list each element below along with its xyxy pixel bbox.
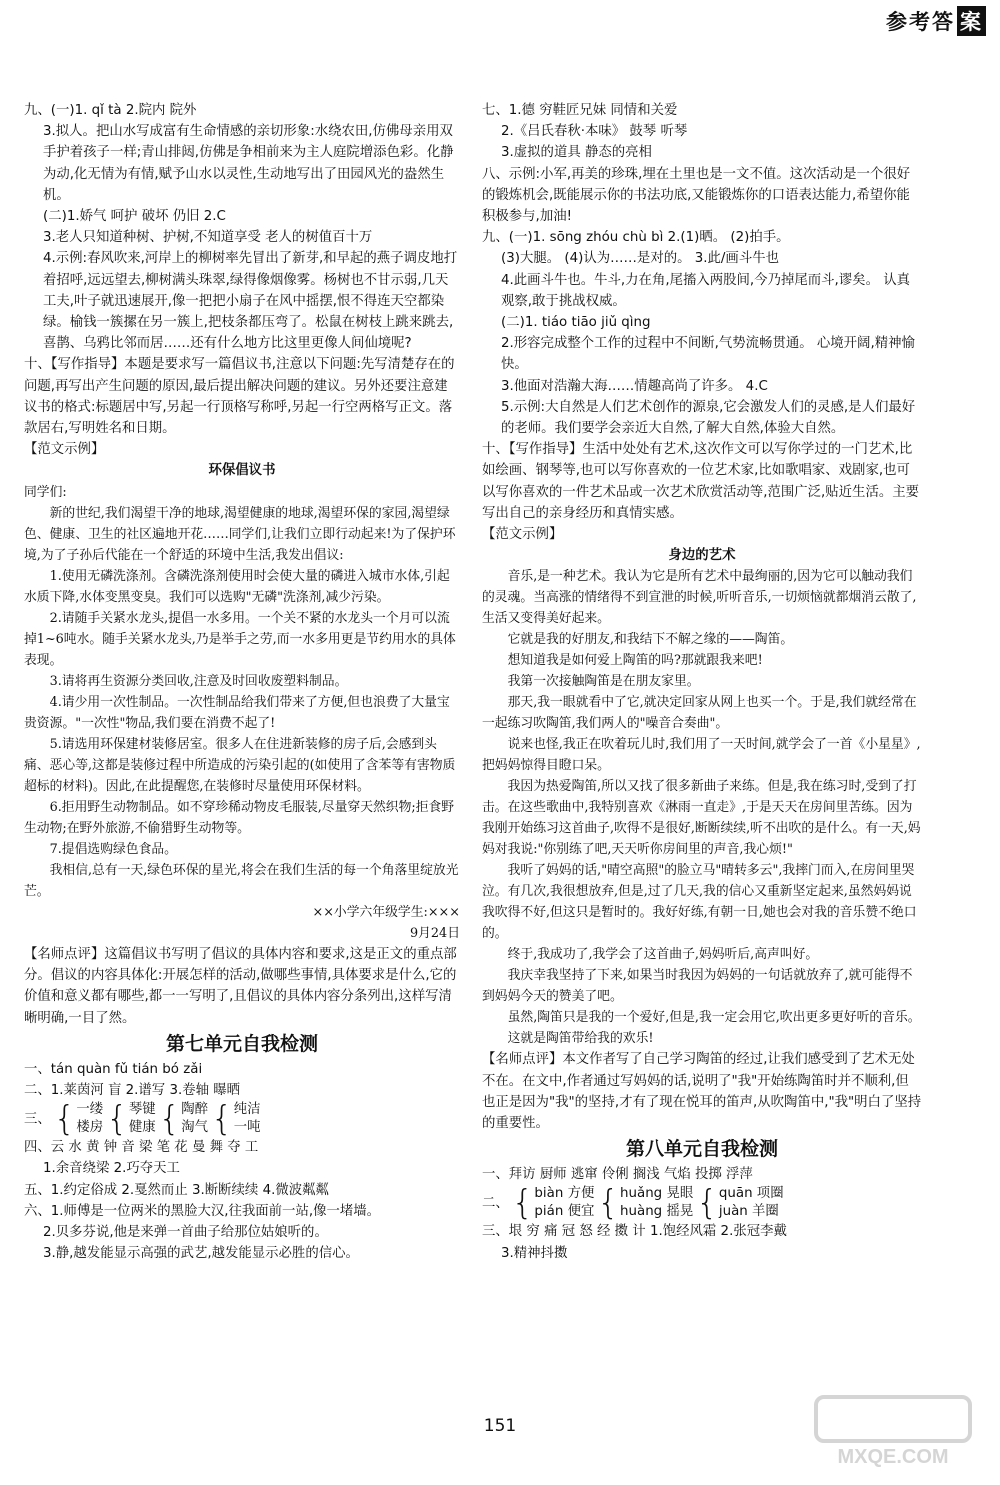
answer-9-2-5: 5.示例:大自然是人们艺术创作的源泉,它会激发人们的灵感,是人们最好的老师。我们要学会亲近大自然,了解大自然,体验大自然。	[501, 399, 916, 437]
brace-icon: {	[211, 1099, 233, 1140]
teacher-comment: 【名师点评】这篇倡议书写明了倡议的具体内容和要求,这是正文的重点部分。倡议的内容具体化:开展怎样的活动,做哪些事情,具体要求是什么,它的价值和意义都有哪些,都一一写明了,且倡议的具体内容分条列出,这样写清晰明确,一目了然。	[24, 947, 457, 1026]
writing-guide-10: 十、【写作指导】本题是要求写一篇倡议书,注意以下问题:先写清楚存在的问题,再写出产生问题的原因,最后提出解决问题的建议。另外还要注意建议书的格式:标题居中写,另起一行顶格写称呼,另起一行空两格写正文。落款居右,写明姓名和日期。	[24, 357, 455, 437]
unit7-q2: 二、1.莱茵河 盲 2.谱写 3.卷轴 曝晒	[24, 1083, 241, 1099]
brace-icon: {	[158, 1099, 181, 1140]
answer-7-3: 3.虚拟的道具 静态的亮相	[501, 145, 652, 161]
word: quān 项圈	[718, 1186, 784, 1202]
essay-paragraph: 3.请将再生资源分类回收,注意及时回收废塑料制品。	[49, 673, 348, 689]
answer-9-2-4: 4.示例:春风吹来,河岸上的柳树率先冒出了新芽,和早起的燕子调皮地打着招呼,远远望去,柳树满头珠翠,绿得像烟像雾。杨树也不甘示弱,几天工夫,叶子就迅速展开,像一把把小扇子在风中摇摆,恨不得连天空都染绿。榆钱一簇摞在另一簇上,把枝条都压弯了。松鼠在树枝上跳来跳去,喜鹊、乌鸦比邻而居……还有什么地方比这里更像人间仙境呢?	[43, 251, 458, 352]
unit7-q6-2: 2.贝多芬说,他是来弹一首曲子给那位姑娘听的。	[43, 1225, 328, 1241]
essay-title: 身边的艺术	[668, 548, 736, 564]
word: 健康	[128, 1120, 156, 1136]
word: pián 便宜	[534, 1204, 595, 1220]
unit7-q3	[24, 1099, 460, 1140]
watermark-logo	[812, 1393, 974, 1469]
writing-guide-10: 十、【写作指导】生活中处处有艺术,这次作文可以写你学过的一门艺术,比如绘画、钢琴等,也可以写你喜欢的一位艺术家,比如歌唱家、戏剧家,也可以写你喜欢的一件艺术品或一次艺术欣赏活动等,范围广泛,贴近生活。主要写出自己的亲身经历和真情实感。	[482, 442, 920, 521]
answer-9-2-3: 3.他面对浩瀚大海……情趣高尚了许多。 4.C	[501, 378, 768, 394]
essay-paragraph: 它就是我的好朋友,和我结下不解之缘的——陶笛。	[507, 632, 794, 648]
word: juàn 羊圈	[718, 1204, 779, 1220]
brace-icon: {	[511, 1183, 534, 1224]
answer-9-4: 4.此画斗牛也。牛斗,力在角,尾搐入两股间,今乃掉尾而斗,谬矣。 认真观察,敢于挑战权威。	[501, 272, 910, 309]
essay-paragraph: 4.请少用一次性制品。一次性制品给我们带来了方便,但也浪费了大量宝贵资源。"一次性"物品,我们要在消费不起了!	[24, 694, 450, 731]
answer-7-1: 七、1.德 穷鞋匠兄妹 同情和关爱	[482, 103, 678, 118]
essay-paragraph: 那天,我一眼就看中了它,就决定回家从网上也买一个。于是,我们就经常在一起练习吹陶笛,我们两人的"噪音合奏曲"。	[482, 695, 917, 732]
essay-paragraph: 我第一次接触陶笛是在朋友家里。	[507, 674, 700, 690]
unit7-q4: 四、云 水 黄 钟 音 梁 笔 花 曼 舞 夺 工	[24, 1140, 259, 1156]
essay-paragraph: 我相信,总有一天,绿色环保的星光,将会在我们生活的每一个角落里绽放光芒。	[24, 862, 459, 899]
essay-paragraph: 想知道我是如何爱上陶笛的吗?那就跟我来吧!	[507, 653, 763, 669]
essay-paragraph: 说来也怪,我正在吹着玩儿时,我们用了一天时间,就学会了一首《小星星》,把妈妈惊得目瞪口呆。	[482, 737, 921, 774]
essay-paragraph: 我庆幸我坚持了下来,如果当时我因为妈妈的一句话就放弃了,就可能得不到妈妈今天的赞美了吧。	[482, 968, 913, 1005]
word: 琴键	[128, 1102, 156, 1118]
unit7-heading: 第七单元自我检测	[165, 1032, 318, 1055]
header-prefix: 参考答	[886, 10, 955, 34]
word: 楼房	[76, 1120, 104, 1136]
essay-paragraph: 终于,我成功了,我学会了这首曲子,妈妈听后,高声叫好。	[507, 947, 819, 963]
word: biàn 方便	[534, 1186, 595, 1202]
word: 一吨	[233, 1120, 261, 1136]
unit8-q3b: 3.精神抖擞	[501, 1245, 568, 1261]
unit7-q5: 五、1.约定俗成 2.戛然而止 3.断断续续 4.微波粼粼	[24, 1182, 329, 1198]
essay-paragraph: 音乐,是一种艺术。我认为它是所有艺术中最绚丽的,因为它可以触动我们的灵魂。当高涨的情绪得不到宣泄的时候,听听音乐,一切烦恼就都烟消云散了,生活又变得美好起来。	[482, 569, 917, 627]
essay-paragraph: 1.使用无磷洗涤剂。含磷洗涤剂使用时会使大量的磷进入城市水体,引起水质下降,水体变黑变臭。我们可以选购"无磷"洗涤剂,减少污染。	[24, 568, 450, 605]
essay-paragraph: 5.请选用环保建材装修居室。很多人在住进新装修的房子后,会感到头痛、恶心等,这都是装修过程中所造成的污染引起的(如使用了含苯等有害物质超标的材料)。因此,在此提醒您,在装修时尽量使用环保材料。	[24, 736, 456, 794]
answer-9-1: 九、(一)1. qǐ tà 2.院内 院外	[24, 103, 197, 118]
answer-9-1b: (3)大腿。 (4)认为……是对的。 3.此/画斗牛也	[501, 251, 779, 267]
essay-paragraph: 虽然,陶笛只是我的一个爱好,但是,我一定会用它,吹出更多更好听的音乐。	[507, 1010, 921, 1026]
essay-paragraph: 这就是陶笛带给我的欢乐!	[507, 1031, 654, 1047]
unit7-q4-answer: 1.余音绕梁 2.巧夺天工	[43, 1161, 180, 1177]
brace-icon: {	[106, 1099, 128, 1140]
answer-9-1: 九、(一)1. sōng zhóu chù bì 2.(1)晒。 (2)拍手。	[482, 230, 790, 246]
answer-9-2-2: 2.形容完成整个工作的过程中不间断,气势流畅贯通。 心境开阔,精神愉快。	[501, 336, 915, 373]
essay-signature: ××小学六年级学生:×××	[312, 904, 460, 920]
essay-title: 环保倡议书	[208, 463, 276, 479]
unit7-q6-1: 六、1.师傅是一位两米的黑脸大汉,往我面前一站,像一堵墙。	[24, 1203, 381, 1219]
sample-label: 【范文示例】	[482, 527, 563, 543]
word: huǎng 晃眼	[620, 1186, 694, 1202]
essay-paragraph: 我因为热爱陶笛,所以又找了很多新曲子来练。但是,我在练习时,受到了打击。在这些歌曲中,我特别喜欢《淋雨一直走》,于是天天在房间里苦练。因为我刚开始练习这首曲子,吹得不是很好,断断续续,听不出吹的是什么。有一天,妈妈对我说:"你别练了吧,天天听你房间里的声音,我心烦!"	[482, 779, 921, 858]
answer-9-3: 3.拟人。把山水写成富有生命情感的亲切形象:水绕农田,仿佛母亲用双手护着孩子一样;青山排闼,仿佛是争相前来为主人庭院增添色彩。化静为动,化无情为有情,赋予山水以灵性,生动地写出了田园风光的盎然生机。	[43, 124, 454, 203]
header-box: 案	[957, 6, 986, 36]
answer-9-2-1: (二)1. tiáo tiāo jiǔ qìng	[501, 315, 651, 331]
brace-icon: {	[597, 1183, 620, 1224]
answer-7-2: 2.《吕氏春秋·本味》 鼓琴 听琴	[501, 124, 688, 140]
brace-icon: {	[53, 1099, 76, 1140]
page-header	[886, 6, 986, 36]
unit8-q3: 三、垠 穷 痛 冠 怒 经 擞 计 1.饱经风霜 2.张冠李戴	[482, 1224, 787, 1240]
brace-icon: {	[696, 1183, 718, 1224]
unit7-q6-3: 3.静,越发能显示高强的武艺,越发能显示必胜的信心。	[43, 1246, 359, 1262]
essay-paragraph: 我听了妈妈的话,"晴空高照"的脸立马"晴转多云",我摔门而入,在房间里哭泣。有几次,我很想放弃,但是,过了几天,我的信心又重新坚定起来,虽然妈妈说我吹得不好,但这只是暂时的。我好好练,有朝一日,她也会对我的音乐赞不绝口的。	[482, 863, 917, 942]
left-column	[24, 100, 460, 1265]
unit8-q2	[482, 1183, 922, 1224]
word: 纯洁	[233, 1102, 261, 1118]
answer-9-2-3: 3.老人只知道种树、护树,不知道享受 老人的树值百十万	[43, 230, 373, 246]
essay-date: 9月24日	[409, 925, 460, 941]
word: 淘气	[181, 1120, 209, 1136]
unit7-q1: 一、tán quàn fǔ tián bó zǎi	[24, 1061, 203, 1077]
unit8-q2-lead: 二、	[482, 1195, 509, 1211]
unit7-q3-lead: 三、	[24, 1111, 51, 1127]
answer-8: 八、示例:小军,再美的珍珠,埋在土里也是一文不值。这次活动是一个很好的锻炼机会,既能展示你的书法功底,又能锻炼你的口语表达能力,希望你能积极参与,加油!	[482, 166, 911, 225]
watermark-text: MXQE.COM	[837, 1446, 949, 1468]
right-column	[482, 100, 922, 1264]
essay-paragraph: 新的世纪,我们渴望干净的地球,渴望健康的地球,渴望环保的家园,渴望绿色、健康、卫生的社区遍地开花……同学们,让我们立即行动起来!为了保护环境,为了子孙后代能在一个舒适的环境中生活,我发出倡议:	[24, 505, 456, 563]
essay-paragraph: 2.请随手关紧水龙头,提倡一水多用。一个关不紧的水龙头一个月可以流掉1~6吨水。随手关紧水龙头,乃是举手之劳,而一水多用更是节约用水的具体表现。	[24, 610, 456, 668]
answer-9-2-1: (二)1.娇气 呵护 破坏 仍旧 2.C	[43, 209, 226, 225]
page-number: 151	[483, 1416, 517, 1436]
unit8-heading: 第八单元自我检测	[625, 1138, 778, 1161]
teacher-comment: 【名师点评】本文作者写了自己学习陶笛的经过,让我们感受到了艺术无处不在。在文中,作者通过写妈妈的话,说明了"我"开始练陶笛时并不顺利,但也正是因为"我"的坚持,才有了现在悦耳的笛声,从吹陶笛中,"我"明白了坚持的重要性。	[482, 1052, 922, 1132]
essay-paragraph: 7.提倡选购绿色食品。	[49, 841, 177, 857]
word: 一缕	[76, 1102, 104, 1118]
unit8-q1: 一、拜访 厨师 逃窜 伶俐 搁浅 气焰 投掷 浮萍	[482, 1167, 753, 1183]
essay-paragraph: 6.拒用野生动物制品。如不穿珍稀动物皮毛服装,尽量穿天然织物;拒食野生动物;在野外旅游,不偷猎野生动物等。	[24, 799, 455, 836]
word: huàng 摇晃	[620, 1204, 694, 1220]
sample-label: 【范文示例】	[24, 442, 105, 458]
word: 陶醉	[181, 1102, 209, 1118]
essay-salutation: 同学们:	[24, 484, 67, 500]
